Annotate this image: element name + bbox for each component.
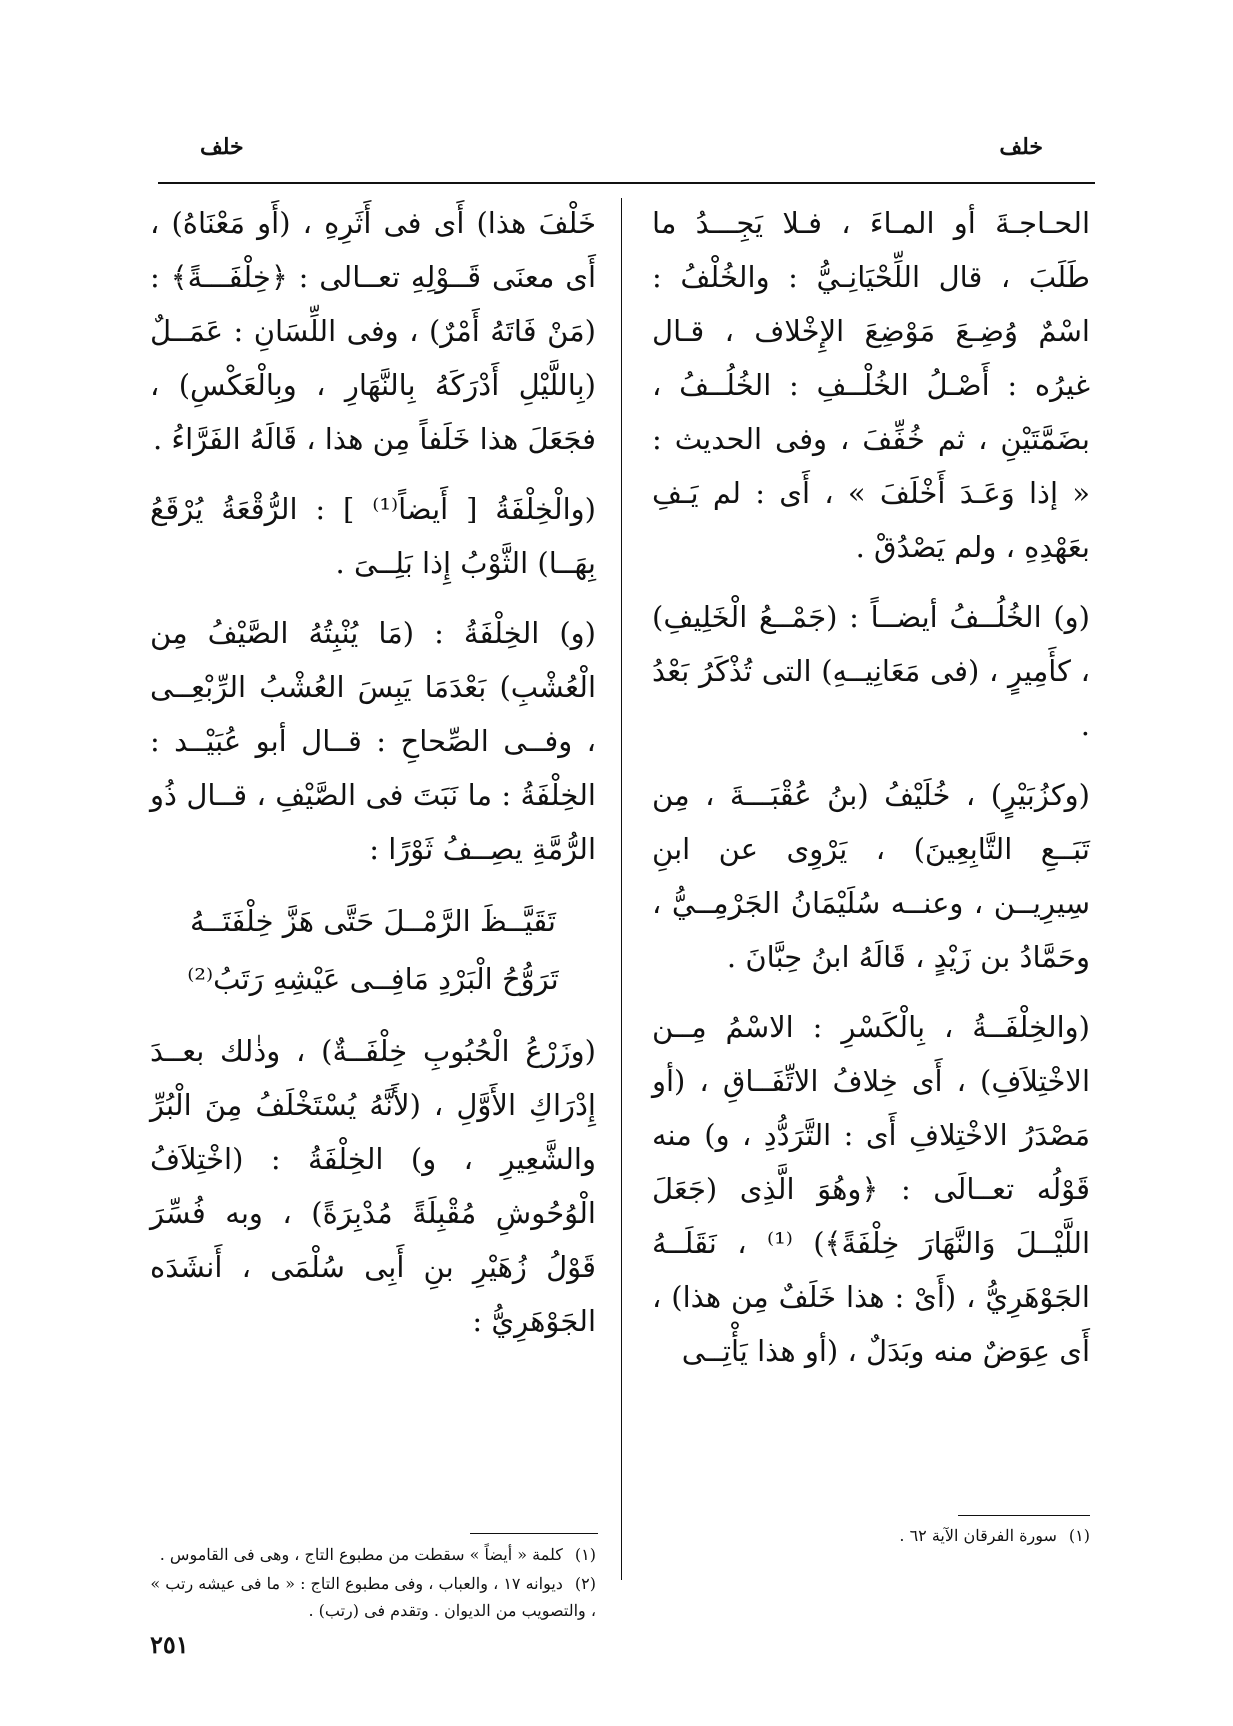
- verse-hemistich: تَرَوُّحُ الْبَرْدِ مَافِــى عَيْشِهِ رَتَبُ⁽²⁾: [187, 962, 559, 996]
- right-paragraph: (وكزُبَيْرٍ) ، خُلَيْفُ (بنُ عُقْبَـــةَ ، مِن تَبَــعِ التَّابِعِينَ) ، يَرْوِى عن ابنِ سِيرِيــن ، وعنــه سُلَيْمَانُ الجَرْمِــيُّ ، وحَمَّادُ بن زَيْدٍ ، قَالَهُ ابنُ حِبَّانَ .: [652, 778, 1090, 974]
- footnote-number: (١): [574, 1545, 596, 1564]
- footnote-text: ديوانه ١٧ ، والعباب ، وفى مطبوع التاج : « ما فى عيشه رتب » ، والتصويب من الديوان . وتقدم فى (رتب) .: [150, 1574, 596, 1620]
- column-divider: [621, 198, 622, 1580]
- right-paragraph: (و) الخُلُــفُ أيضــاً : (جَمْــعُ الْخَلِيفِ) ، كأَمِيرٍ ، (فى مَعَانِيــهِ) التى تُذْكَرُ بَعْدُ .: [652, 600, 1090, 742]
- page-number: ٢٥١: [150, 1630, 189, 1659]
- footnote-number: (٢): [574, 1574, 596, 1593]
- footnote-text: كلمة « أيضاً » سقطت من مطبوع التاج ، وهى فى القاموس .: [159, 1545, 563, 1564]
- footnotes-right: [652, 1522, 1090, 1551]
- footnotes-left: [150, 1541, 596, 1626]
- right-column: [652, 196, 1090, 1394]
- right-paragraph: الحـاجـةَ أو المـاءَ ، فـلا يَجِـــدُ ما طَلَبَ ، قال اللِّحْيَانِـيُّ : والخُلْفُ : اسْمٌ وُضِـعَ مَوْضِعَ الإِخْلاف ، قـال غيرُه : أَصْـلُ الخُلْــفِ : الخُلُــفُ ، بضَمَّتَيْنِ ، ثم خُفِّفَ ، وفى الحديث : « إذا وَعَـدَ أَخْلَفَ » ، أَى : لم يَـفِ بعَهْدِهِ ، ولم يَصْدُقْ .: [652, 206, 1090, 564]
- header-rule: [158, 182, 1095, 184]
- right-paragraph: (والخِلْفَــةُ ، بِالْكَسْرِ : الاسْمُ مِــن الاخْتِلاَفِ) ، أَى خِلافُ الاتِّفَــاقِ ، (أو مَصْدَرُ الاخْتِلافِ أَى : التَّرَدُّدِ ، و) منه قَوْلُه تعــالَى : ﴿وهُوَ الَّذِى (جَعَلَ اللَّيْــلَ وَالنَّهَارَ خِلْفَةً﴾) ⁽¹⁾ ، نَقَلَــهُ الجَوْهَرِيُّ ، (أَىْ : هذا خَلَفٌ مِن هذا) ، أَى عِوَضٌ منه وبَدَلٌ ، (أو هذا يَأْتِــى: [652, 1010, 1090, 1368]
- left-paragraph: (وزَرْعُ الْحُبُوبِ خِلْفَــةٌ) ، وذٰلك بعــدَ إِدْرَاكِ الأَوَّلِ ، (لأَنَّهُ يُسْتَخْلَفُ مِنَ الْبُرِّ والشَّعِيرِ ، و) الخِلْفَةُ : (اخْتِلاَفُ الْوُحُوشِ مُقْبِلَةً مُدْبِرَةً) ، وبه فُسِّرَ قَوْلُ زُهَيْرِ بنِ أَبِى سُلْمَى ، أَنشَدَه الجَوْهَرِيُّ :: [150, 1034, 596, 1338]
- footnote-number: (١): [1068, 1526, 1090, 1545]
- verse-hemistich: تَقَيَّــظَ الرَّمْــلَ حَتَّى هَزَّ خِلْفَتَــهُ: [190, 904, 556, 938]
- left-paragraph: (و) الخِلْفَةُ : (مَا يُنْبِتُهُ الصَّيْفُ مِن الْعُشْبِ) بَعْدَمَا يَبِسَ العُشْبُ الرِّبْعِــى ، وفــى الصِّحاحِ : قــال أبو عُبَيْــد : الخِلْفَةُ : ما نَبَتَ فى الصَّيْفِ ، قــال ذُو الرُّمَّةِ يصِــفُ ثَوْرًا :: [150, 616, 596, 866]
- running-header-right: خلف: [999, 134, 1043, 160]
- footnote-rule-right: [958, 1515, 1090, 1516]
- footnote: [150, 1570, 596, 1624]
- left-column: [150, 196, 596, 1364]
- footnote: [150, 1541, 596, 1568]
- poetry-verse: [150, 892, 596, 1008]
- footnote: [652, 1522, 1090, 1549]
- left-paragraph: خَلْفَ هذا) أَى فى أَثَرِهِ ، (أَو مَعْنَاهُ) ، أَى معنَى قَــوْلِهِ تعــالى : ﴿خِلْفَـــةً﴾ : (مَنْ فَاتَهُ أَمْرٌ) ، وفى اللِّسَانِ : عَمَــلٌ (بِاللَّيْلِ أَدْرَكَهُ بِالنَّهَارِ ، وبِالْعَكْسِ) ، فجَعَلَ هذا خَلَفاً مِن هذا ، قَالَهُ الفَرَّاءُ .: [150, 206, 596, 456]
- running-header-left: خلف: [200, 134, 244, 160]
- footnote-text: سورة الفرقان الآية ٦٢ .: [899, 1526, 1057, 1545]
- left-paragraph: (والْخِلْفَةُ [ أَيضاً⁽¹⁾ ] : الرُّقْعَةُ يُرْقَعُ بِهَــا) الثَّوْبُ إِذا بَلِــىَ .: [150, 492, 596, 580]
- footnote-rule-left: [470, 1533, 598, 1534]
